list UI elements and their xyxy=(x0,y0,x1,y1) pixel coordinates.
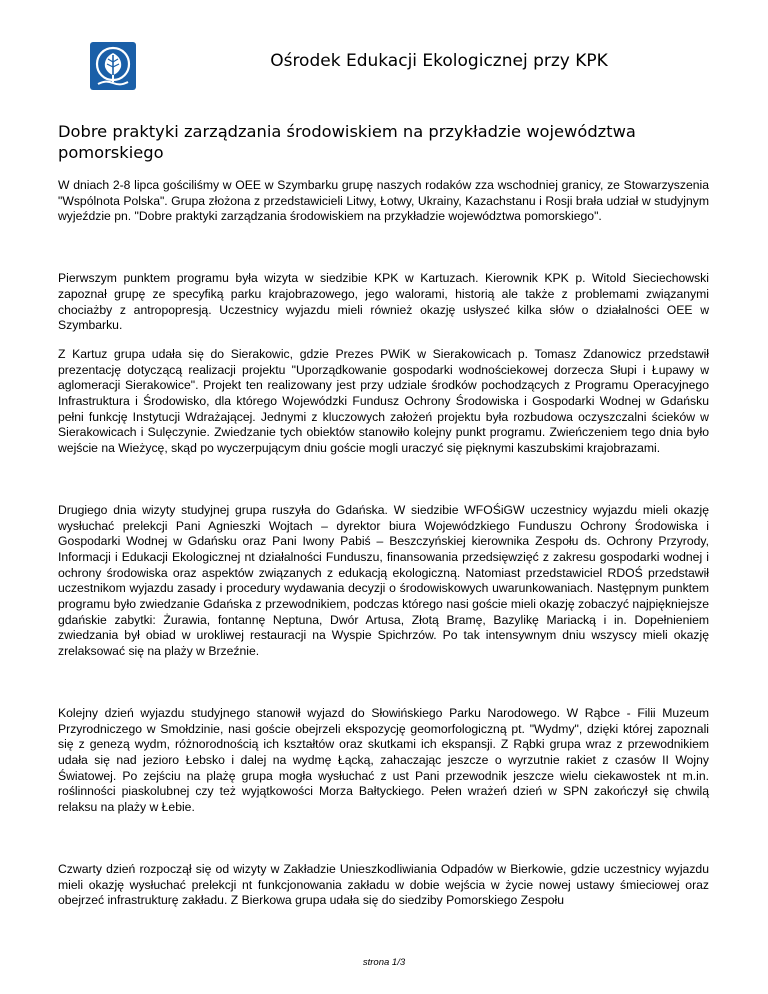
article-paragraph: Pierwszym punktem programu była wizyta w siedzibie KPK w Kartuzach. Kierownik KPK p. Witold Sieciechowski zapoznał grupę ze specyfiką parku krajobrazowego, jego walorami, historią ale także z problemami związanymi chociażby z antropopresją. Uczestnicy wyjazdu mieli również okazję usłyszeć kilka słów o działalności OEE w Szymbarku. xyxy=(58,271,709,333)
article-paragraph: Z Kartuz grupa udała się do Sierakowic, gdzie Prezes PWiK w Sierakowicach p. Tomasz Zdanowicz przedstawił prezentację dotyczącą realizacji projektu "Uporządkowanie gospodarki wodnościekowej dorzecza Słupi i Łupawy w aglomeracji Sierakowice". Projekt ten realizowany jest przy udziale środków pochodzących z Programu Operacyjnego Infrastruktura i Środowisko, dla którego Wojewódzki Fundusz Ochrony Środowiska i Gospodarki Wodnej w Gdańsku pełni funkcję Instytucji Wdrażającej. Jednymi z kluczowych założeń projektu była rozbudowa oczyszczalni ścieków w Sierakowicach i Sulęczynie. Zwiedzanie tych obiektów stanowiło kolejny punkt programu. Zwieńczeniem tego dnia było wejście na Wieżycę, skąd po wyczerpującym dniu goście mogli uraczyć się pięknymi kaszubskimi krajobrazami. xyxy=(58,346,709,456)
page-number: strona 1/3 xyxy=(362,957,406,968)
article-paragraph: Czwarty dzień rozpoczął się od wizyty w Zakładzie Unieszkodliwiania Odpadów w Bierkowie, gdzie uczestnicy wyjazdu mieli okazję wysłuchać prelekcji nt funkcjonowania zakładu w dobie wejścia w życie nowej ustawy śmieciowej oraz obejrzeć infrastrukturę zakładu. Z Bierkowa grupa udała się do siedziby Pomorskiego Zespołu xyxy=(58,861,709,908)
article-paragraph: W dniach 2-8 lipca gościliśmy w OEE w Szymbarku grupę naszych rodaków zza wschodniej granicy, ze Stowarzyszenia "Wspólnota Polska". Grupa złożona z przedstawicieli Litwy, Łotwy, Ukrainy, Kazachstanu i Rosji brała udział w studyjnym wyjeździe pn. "Dobre praktyki zarządzania środowiskiem na przykładzie województwa pomorskiego". xyxy=(58,178,709,224)
article-title: Dobre praktyki zarządzania środowiskiem na przykładzie województwa pomorskiego xyxy=(58,122,636,162)
article-body xyxy=(58,178,709,909)
page-header-title: Ośrodek Edukacji Ekologicznej przy KPK xyxy=(270,51,608,71)
article-paragraph: Kolejny dzień wyjazdu studyjnego stanowił wyjazd do Słowińskiego Parku Narodowego. W Rąbce - Filii Muzeum Przyrodniczego w Smołdzinie, nasi goście obejrzeli ekspozycję geomorfologiczną pt. "Wydmy", dzięki której zapoznali się z genezą wydm, różnorodnością ich kształtów oraz skutkami ich ekspansji. Z Rąbki grupa wraz z przewodnikiem udała się nad jezioro Łebsko i dalej na wydmę Łącką, zahaczając jeszcze o wyrzutnie rakiet z czasów II Wojny Światowej. Po zejściu na plażę grupa mogła wysłuchać z ust Pani przewodnik jeszcze wielu ciekawostek nt m.in. roślinności piaskolubnej czy też wyjątkowości Morza Bałtyckiego. Pełen wrażeń dzień w SPN zakończył się chwilą relaksu na plaży w Łebie. xyxy=(58,705,709,815)
article-paragraph: Drugiego dnia wizyty studyjnej grupa ruszyła do Gdańska. W siedzibie WFOŚiGW uczestnicy wyjazdu mieli okazję wysłuchać prelekcji Pani Agnieszki Wojtach – dyrektor biura Wojewódzkiego Funduszu Ochrony Środowiska i Gospodarki Wodnej w Gdańsku oraz Pani Iwony Pabiś – Beszczyńskiej kierownika Zespołu ds. Ochrony Przyrody, Informacji i Edukacji Ekologicznej nt działalności Funduszu, finansowania przedsięwzięć z zakresu gospodarki wodnej i ochrony środowiska oraz aspektów związanych z edukacją ekologiczną. Natomiast przedstawiciel RDOŚ przedstawił uczestnikom wyjazdu zasady i procedury wydawania decyzji o środowiskowych uwarunkowaniach. Następnym punktem programu było zwiedzanie Gdańska z przewodnikiem, podczas którego nasi goście mieli okazję zobaczyć najpiękniejsze gdańskie zabytki: Żurawia, fontannę Neptuna, Dwór Artusa, Złotą Bramę, Bazylikę Mariacką i in. Dopełnieniem zwiedzania był obiad w urokliwej restauracji na Wyspie Spichrzów. Po tak intensywnym dniu wszyscy mieli okazję zrelaksować się na plaży w Brzeźnie. xyxy=(58,502,709,659)
